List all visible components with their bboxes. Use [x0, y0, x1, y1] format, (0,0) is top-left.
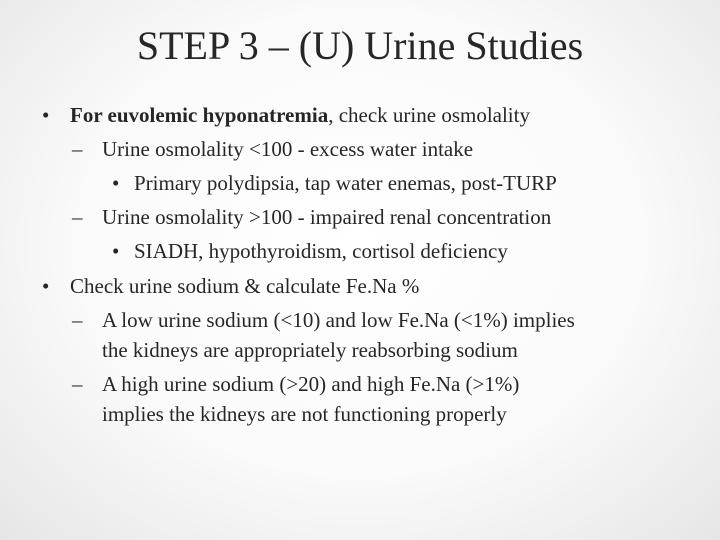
bullet-text — [70, 101, 530, 129]
bold-phrase: For euvolemic hyponatremia — [70, 103, 329, 127]
dash-icon: – — [72, 137, 83, 161]
dash-icon: – — [72, 205, 83, 229]
slide-title: STEP 3 – (U) Urine Studies — [136, 23, 584, 68]
subbullet-text-line2: implies the kidneys are not functioning properly — [102, 402, 507, 426]
bullet-icon: • — [42, 103, 50, 127]
bullet-text: Check urine sodium & calculate Fe.Na % — [70, 274, 420, 298]
bullet-text-rest: , check urine osmolality — [328, 103, 530, 127]
subsubbullet-text: Primary polydipsia, tap water enemas, post-TURP — [134, 171, 557, 195]
bullet-icon: • — [112, 171, 120, 195]
dash-icon: – — [72, 372, 83, 396]
subbullet-text-line1: A low urine sodium (<10) and low Fe.Na (<1%) implies — [102, 308, 575, 332]
subbullet-text: Urine osmolality <100 - excess water intake — [102, 137, 474, 161]
subbullet-text: Urine osmolality >100 - impaired renal concentration — [102, 205, 552, 229]
dash-icon: – — [72, 308, 83, 332]
bullet-icon: • — [42, 274, 50, 298]
bullet-icon: • — [112, 239, 120, 263]
subbullet-text-line1: A high urine sodium (>20) and high Fe.Na (>1%) — [102, 372, 520, 396]
subsubbullet-text: SIADH, hypothyroidism, cortisol deficiency — [134, 239, 508, 263]
subbullet-text-line2: the kidneys are appropriately reabsorbing sodium — [102, 338, 518, 362]
